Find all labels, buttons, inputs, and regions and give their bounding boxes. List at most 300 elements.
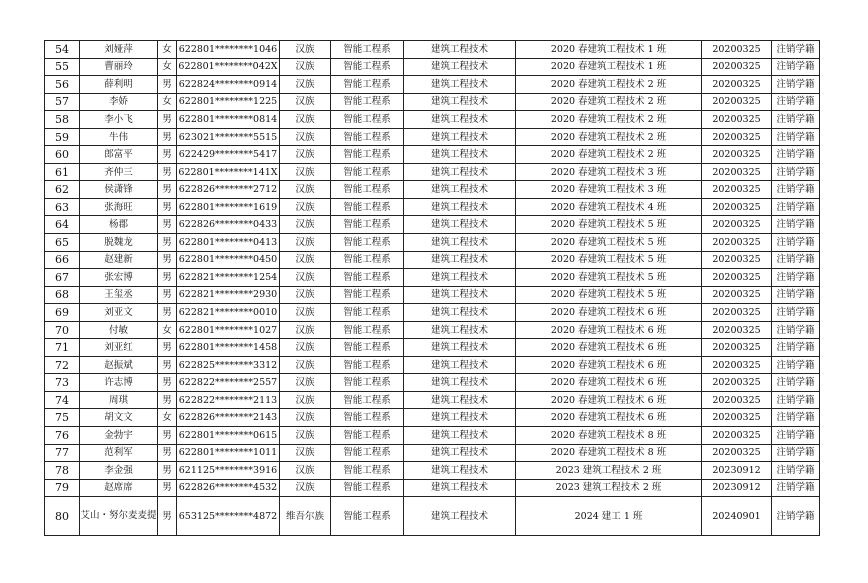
id-number-cell: 622822********2557 [177,374,280,392]
name-cell: 脱魏龙 [80,234,158,252]
ethnicity-cell: 汉族 [280,58,331,76]
ethnicity-cell: 汉族 [280,251,331,269]
id-number-cell: 622801********042X [177,58,280,76]
gender-cell: 男 [158,163,177,181]
enrollment-date-cell: 20240901 [702,497,772,536]
name-cell: 金勃宇 [80,427,158,445]
name-cell: 曹丽玲 [80,58,158,76]
department-cell: 智能工程系 [331,391,404,409]
status-cell: 注销学籍 [772,444,820,462]
ethnicity-cell: 汉族 [280,462,331,480]
table-row [45,146,820,164]
table-row [45,128,820,146]
class-cell: 2020 春建筑工程技术 1 班 [516,41,702,59]
id-number-cell: 622801********141X [177,163,280,181]
class-cell: 2020 春建筑工程技术 4 班 [516,198,702,216]
major-cell: 建筑工程技术 [404,427,516,445]
status-cell: 注销学籍 [772,216,820,234]
table-row [45,286,820,304]
name-cell: 张海旺 [80,198,158,216]
ethnicity-cell: 汉族 [280,321,331,339]
enrollment-date-cell: 20200325 [702,163,772,181]
enrollment-date-cell: 20200325 [702,41,772,59]
row-number-cell: 72 [45,356,80,374]
status-cell: 注销学籍 [772,76,820,94]
major-cell: 建筑工程技术 [404,286,516,304]
class-cell: 2020 春建筑工程技术 6 班 [516,339,702,357]
name-cell: 范利军 [80,444,158,462]
gender-cell: 男 [158,198,177,216]
class-cell: 2020 春建筑工程技术 3 班 [516,181,702,199]
row-number-cell: 63 [45,198,80,216]
ethnicity-cell: 汉族 [280,181,331,199]
class-cell: 2020 春建筑工程技术 6 班 [516,409,702,427]
name-cell: 齐仲三 [80,163,158,181]
status-cell: 注销学籍 [772,304,820,322]
gender-cell: 女 [158,41,177,59]
row-number-cell: 66 [45,251,80,269]
id-number-cell: 622801********0413 [177,234,280,252]
table-row [45,427,820,445]
gender-cell: 男 [158,234,177,252]
class-cell: 2020 春建筑工程技术 5 班 [516,251,702,269]
enrollment-date-cell: 20200325 [702,286,772,304]
enrollment-date-cell: 20200325 [702,339,772,357]
major-cell: 建筑工程技术 [404,93,516,111]
row-number-cell: 59 [45,128,80,146]
major-cell: 建筑工程技术 [404,356,516,374]
gender-cell: 女 [158,409,177,427]
department-cell: 智能工程系 [331,286,404,304]
department-cell: 智能工程系 [331,321,404,339]
enrollment-date-cell: 20200325 [702,269,772,287]
row-number-cell: 65 [45,234,80,252]
status-cell: 注销学籍 [772,391,820,409]
table-row [45,374,820,392]
ethnicity-cell: 维吾尔族 [280,497,331,536]
enrollment-date-cell: 20200325 [702,234,772,252]
gender-cell: 男 [158,251,177,269]
major-cell: 建筑工程技术 [404,321,516,339]
table-row [45,163,820,181]
name-cell: 王玺丞 [80,286,158,304]
class-cell: 2020 春建筑工程技术 2 班 [516,128,702,146]
name-cell: 李小飞 [80,111,158,129]
name-cell: 薛利明 [80,76,158,94]
id-number-cell: 622801********0814 [177,111,280,129]
gender-cell: 男 [158,76,177,94]
name-cell: 付敏 [80,321,158,339]
id-number-cell: 623021********5515 [177,128,280,146]
status-cell: 注销学籍 [772,111,820,129]
enrollment-date-cell: 20230912 [702,462,772,480]
name-cell: 刘亚文 [80,304,158,322]
ethnicity-cell: 汉族 [280,234,331,252]
major-cell: 建筑工程技术 [404,269,516,287]
major-cell: 建筑工程技术 [404,163,516,181]
status-cell: 注销学籍 [772,41,820,59]
class-cell: 2020 春建筑工程技术 8 班 [516,427,702,445]
name-cell: 胡文文 [80,409,158,427]
class-cell: 2020 春建筑工程技术 8 班 [516,444,702,462]
department-cell: 智能工程系 [331,251,404,269]
major-cell: 建筑工程技术 [404,444,516,462]
id-number-cell: 622821********1254 [177,269,280,287]
table-row [45,58,820,76]
gender-cell: 男 [158,181,177,199]
table-row [45,234,820,252]
name-cell: 张宏博 [80,269,158,287]
name-cell: 赵振斌 [80,356,158,374]
table-row [45,321,820,339]
enrollment-date-cell: 20230912 [702,479,772,497]
gender-cell: 男 [158,216,177,234]
ethnicity-cell: 汉族 [280,391,331,409]
major-cell: 建筑工程技术 [404,128,516,146]
status-cell: 注销学籍 [772,497,820,536]
status-cell: 注销学籍 [772,409,820,427]
major-cell: 建筑工程技术 [404,304,516,322]
major-cell: 建筑工程技术 [404,146,516,164]
enrollment-date-cell: 20200325 [702,146,772,164]
table-row [45,181,820,199]
class-cell: 2020 春建筑工程技术 2 班 [516,93,702,111]
status-cell: 注销学籍 [772,374,820,392]
major-cell: 建筑工程技术 [404,41,516,59]
department-cell: 智能工程系 [331,163,404,181]
status-cell: 注销学籍 [772,427,820,445]
ethnicity-cell: 汉族 [280,339,331,357]
ethnicity-cell: 汉族 [280,163,331,181]
table-row [45,444,820,462]
gender-cell: 男 [158,286,177,304]
row-number-cell: 78 [45,462,80,480]
ethnicity-cell: 汉族 [280,304,331,322]
id-number-cell: 622801********1027 [177,321,280,339]
class-cell: 2020 春建筑工程技术 3 班 [516,163,702,181]
department-cell: 智能工程系 [331,356,404,374]
gender-cell: 男 [158,374,177,392]
status-cell: 注销学籍 [772,163,820,181]
row-number-cell: 62 [45,181,80,199]
row-number-cell: 64 [45,216,80,234]
table-row [45,462,820,480]
gender-cell: 男 [158,304,177,322]
table-row [45,41,820,59]
id-number-cell: 653125********4872 [177,497,280,536]
name-cell: 赵席席 [80,479,158,497]
enrollment-date-cell: 20200325 [702,111,772,129]
major-cell: 建筑工程技术 [404,111,516,129]
ethnicity-cell: 汉族 [280,409,331,427]
status-cell: 注销学籍 [772,339,820,357]
row-number-cell: 68 [45,286,80,304]
row-number-cell: 80 [45,497,80,536]
enrollment-date-cell: 20200325 [702,374,772,392]
class-cell: 2024 建工 1 班 [516,497,702,536]
ethnicity-cell: 汉族 [280,374,331,392]
enrollment-date-cell: 20200325 [702,409,772,427]
enrollment-date-cell: 20200325 [702,58,772,76]
status-cell: 注销学籍 [772,93,820,111]
name-cell: 李娇 [80,93,158,111]
table-row [45,339,820,357]
major-cell: 建筑工程技术 [404,462,516,480]
class-cell: 2020 春建筑工程技术 2 班 [516,76,702,94]
row-number-cell: 54 [45,41,80,59]
department-cell: 智能工程系 [331,374,404,392]
major-cell: 建筑工程技术 [404,58,516,76]
class-cell: 2020 春建筑工程技术 5 班 [516,286,702,304]
id-number-cell: 622801********0450 [177,251,280,269]
table-row [45,391,820,409]
row-number-cell: 55 [45,58,80,76]
row-number-cell: 77 [45,444,80,462]
name-cell: 李金强 [80,462,158,480]
ethnicity-cell: 汉族 [280,76,331,94]
table-body [45,41,820,536]
id-number-cell: 622801********0615 [177,427,280,445]
gender-cell: 男 [158,269,177,287]
table-row [45,497,820,536]
enrollment-date-cell: 20200325 [702,427,772,445]
department-cell: 智能工程系 [331,462,404,480]
department-cell: 智能工程系 [331,146,404,164]
status-cell: 注销学籍 [772,146,820,164]
table-row [45,356,820,374]
table-row [45,76,820,94]
table-row [45,409,820,427]
ethnicity-cell: 汉族 [280,479,331,497]
ethnicity-cell: 汉族 [280,427,331,445]
major-cell: 建筑工程技术 [404,181,516,199]
student-record-table [44,40,820,536]
gender-cell: 男 [158,146,177,164]
name-cell: 郎富平 [80,146,158,164]
row-number-cell: 76 [45,427,80,445]
id-number-cell: 622801********1046 [177,41,280,59]
row-number-cell: 60 [45,146,80,164]
class-cell: 2020 春建筑工程技术 5 班 [516,216,702,234]
class-cell: 2020 春建筑工程技术 2 班 [516,146,702,164]
class-cell: 2020 春建筑工程技术 1 班 [516,58,702,76]
department-cell: 智能工程系 [331,444,404,462]
id-number-cell: 622801********1458 [177,339,280,357]
enrollment-date-cell: 20200325 [702,304,772,322]
department-cell: 智能工程系 [331,479,404,497]
ethnicity-cell: 汉族 [280,269,331,287]
table-row [45,304,820,322]
ethnicity-cell: 汉族 [280,146,331,164]
table-row [45,93,820,111]
enrollment-date-cell: 20200325 [702,76,772,94]
enrollment-date-cell: 20200325 [702,198,772,216]
class-cell: 2020 春建筑工程技术 6 班 [516,374,702,392]
id-number-cell: 621125********3916 [177,462,280,480]
enrollment-date-cell: 20200325 [702,444,772,462]
status-cell: 注销学籍 [772,198,820,216]
major-cell: 建筑工程技术 [404,391,516,409]
name-cell: 艾山・努尔麦麦提 [80,497,158,536]
gender-cell: 男 [158,111,177,129]
row-number-cell: 74 [45,391,80,409]
enrollment-date-cell: 20200325 [702,181,772,199]
status-cell: 注销学籍 [772,321,820,339]
enrollment-date-cell: 20200325 [702,356,772,374]
major-cell: 建筑工程技术 [404,251,516,269]
name-cell: 杨郡 [80,216,158,234]
table-row [45,251,820,269]
status-cell: 注销学籍 [772,462,820,480]
enrollment-date-cell: 20200325 [702,128,772,146]
id-number-cell: 622801********1225 [177,93,280,111]
table-row [45,479,820,497]
department-cell: 智能工程系 [331,93,404,111]
row-number-cell: 73 [45,374,80,392]
department-cell: 智能工程系 [331,41,404,59]
name-cell: 刘娅萍 [80,41,158,59]
class-cell: 2023 建筑工程技术 2 班 [516,479,702,497]
name-cell: 牛伟 [80,128,158,146]
row-number-cell: 70 [45,321,80,339]
department-cell: 智能工程系 [331,181,404,199]
table-row [45,269,820,287]
row-number-cell: 58 [45,111,80,129]
id-number-cell: 622821********2930 [177,286,280,304]
row-number-cell: 61 [45,163,80,181]
name-cell: 赵建新 [80,251,158,269]
major-cell: 建筑工程技术 [404,234,516,252]
ethnicity-cell: 汉族 [280,111,331,129]
class-cell: 2020 春建筑工程技术 6 班 [516,321,702,339]
status-cell: 注销学籍 [772,251,820,269]
record-sheet [44,40,820,536]
status-cell: 注销学籍 [772,286,820,304]
id-number-cell: 622825********3312 [177,356,280,374]
id-number-cell: 622801********1619 [177,198,280,216]
ethnicity-cell: 汉族 [280,41,331,59]
enrollment-date-cell: 20200325 [702,321,772,339]
gender-cell: 男 [158,479,177,497]
major-cell: 建筑工程技术 [404,198,516,216]
status-cell: 注销学籍 [772,58,820,76]
department-cell: 智能工程系 [331,111,404,129]
major-cell: 建筑工程技术 [404,497,516,536]
id-number-cell: 622822********2113 [177,391,280,409]
ethnicity-cell: 汉族 [280,444,331,462]
id-number-cell: 622826********0433 [177,216,280,234]
department-cell: 智能工程系 [331,269,404,287]
department-cell: 智能工程系 [331,198,404,216]
gender-cell: 女 [158,321,177,339]
row-number-cell: 75 [45,409,80,427]
ethnicity-cell: 汉族 [280,216,331,234]
id-number-cell: 622826********4532 [177,479,280,497]
class-cell: 2020 春建筑工程技术 2 班 [516,111,702,129]
gender-cell: 女 [158,58,177,76]
department-cell: 智能工程系 [331,497,404,536]
row-number-cell: 79 [45,479,80,497]
gender-cell: 男 [158,427,177,445]
ethnicity-cell: 汉族 [280,93,331,111]
enrollment-date-cell: 20200325 [702,391,772,409]
department-cell: 智能工程系 [331,234,404,252]
class-cell: 2020 春建筑工程技术 5 班 [516,234,702,252]
status-cell: 注销学籍 [772,128,820,146]
department-cell: 智能工程系 [331,427,404,445]
gender-cell: 男 [158,462,177,480]
ethnicity-cell: 汉族 [280,128,331,146]
row-number-cell: 56 [45,76,80,94]
gender-cell: 男 [158,497,177,536]
gender-cell: 女 [158,93,177,111]
department-cell: 智能工程系 [331,128,404,146]
gender-cell: 男 [158,128,177,146]
table-row [45,111,820,129]
gender-cell: 男 [158,339,177,357]
id-number-cell: 622826********2712 [177,181,280,199]
ethnicity-cell: 汉族 [280,286,331,304]
id-number-cell: 622821********0010 [177,304,280,322]
id-number-cell: 622826********2143 [177,409,280,427]
major-cell: 建筑工程技术 [404,479,516,497]
major-cell: 建筑工程技术 [404,374,516,392]
gender-cell: 男 [158,391,177,409]
status-cell: 注销学籍 [772,234,820,252]
enrollment-date-cell: 20200325 [702,251,772,269]
department-cell: 智能工程系 [331,58,404,76]
status-cell: 注销学籍 [772,356,820,374]
status-cell: 注销学籍 [772,181,820,199]
major-cell: 建筑工程技术 [404,76,516,94]
table-row [45,198,820,216]
major-cell: 建筑工程技术 [404,216,516,234]
id-number-cell: 622429********5417 [177,146,280,164]
department-cell: 智能工程系 [331,409,404,427]
id-number-cell: 622801********1011 [177,444,280,462]
department-cell: 智能工程系 [331,339,404,357]
class-cell: 2020 春建筑工程技术 6 班 [516,304,702,322]
id-number-cell: 622824********0914 [177,76,280,94]
ethnicity-cell: 汉族 [280,356,331,374]
row-number-cell: 57 [45,93,80,111]
name-cell: 周琪 [80,391,158,409]
name-cell: 许志博 [80,374,158,392]
class-cell: 2020 春建筑工程技术 6 班 [516,391,702,409]
class-cell: 2020 春建筑工程技术 6 班 [516,356,702,374]
enrollment-date-cell: 20200325 [702,216,772,234]
status-cell: 注销学籍 [772,479,820,497]
class-cell: 2023 建筑工程技术 2 班 [516,462,702,480]
department-cell: 智能工程系 [331,76,404,94]
department-cell: 智能工程系 [331,216,404,234]
row-number-cell: 71 [45,339,80,357]
ethnicity-cell: 汉族 [280,198,331,216]
class-cell: 2020 春建筑工程技术 5 班 [516,269,702,287]
enrollment-date-cell: 20200325 [702,93,772,111]
row-number-cell: 69 [45,304,80,322]
row-number-cell: 67 [45,269,80,287]
major-cell: 建筑工程技术 [404,339,516,357]
name-cell: 侯潇锋 [80,181,158,199]
table-row [45,216,820,234]
status-cell: 注销学籍 [772,269,820,287]
major-cell: 建筑工程技术 [404,409,516,427]
gender-cell: 男 [158,444,177,462]
gender-cell: 男 [158,356,177,374]
department-cell: 智能工程系 [331,304,404,322]
name-cell: 刘亚红 [80,339,158,357]
